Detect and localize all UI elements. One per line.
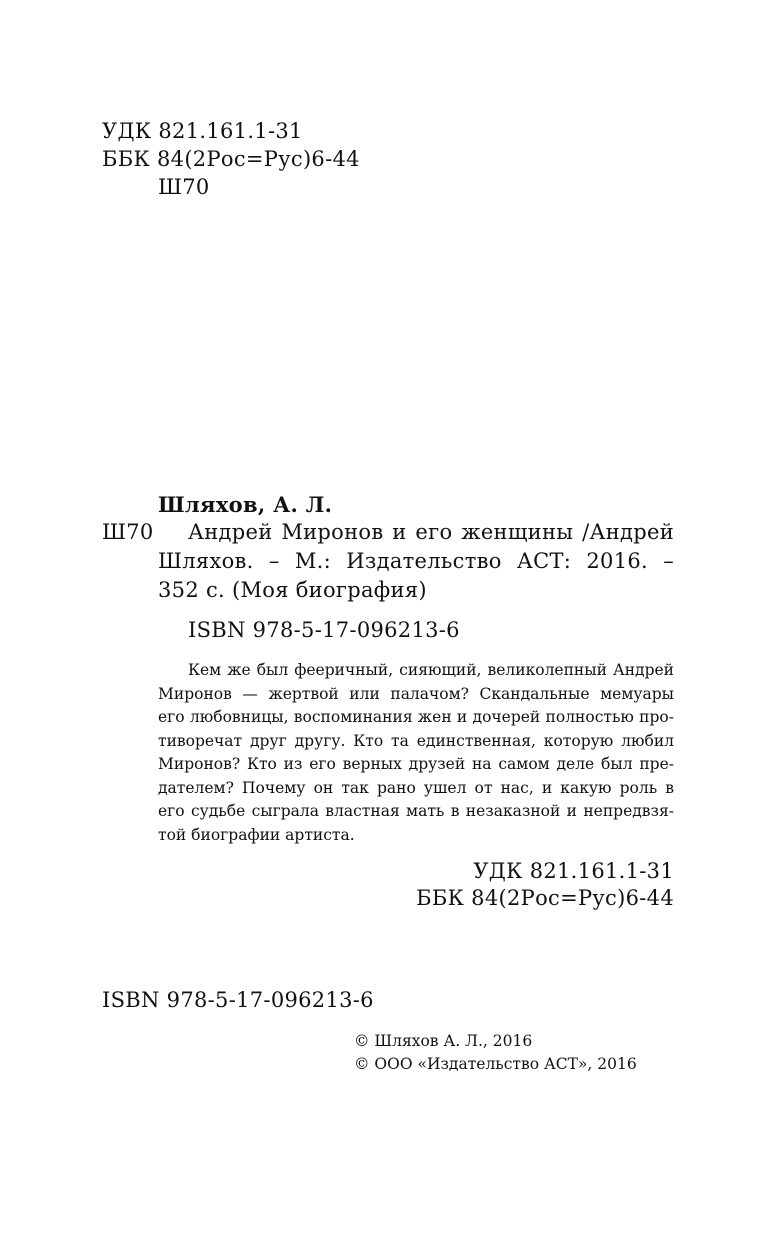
annotation-line: дателем? Почему он так рано ушел от нас, и какую роль в bbox=[158, 778, 674, 797]
annotation-line: Кем же был фееричный, сияющий, великолепный Андрей bbox=[188, 661, 674, 679]
bib-line: Шляхов. – М.: Издательство АСТ: 2016. – bbox=[158, 549, 674, 573]
bbk-code: ББК 84(2Рос=Рус)6-44 bbox=[102, 147, 360, 171]
copyright-author: © Шляхов А. Л., 2016 bbox=[354, 1032, 533, 1050]
author-mark-record: Ш70 bbox=[102, 520, 154, 544]
isbn: ISBN 978-5-17-096213-6 bbox=[102, 988, 374, 1012]
bib-line: Андрей Миронов и его женщины /Андрей bbox=[188, 520, 674, 544]
bbk-code-index: ББК 84(2Рос=Рус)6-44 bbox=[416, 886, 674, 910]
annotation bbox=[158, 659, 674, 847]
isbn-record: ISBN 978-5-17-096213-6 bbox=[188, 618, 460, 642]
annotation-line: Миронов — жертвой или палачом? Скандальные мемуары bbox=[158, 684, 674, 703]
annotation-line: его судьбе сыграла властная мать в незаказной и непредвзя- bbox=[158, 802, 674, 820]
copyright-publisher: © ООО «Издательство АСТ», 2016 bbox=[354, 1055, 637, 1073]
annotation-line: той биографии артиста. bbox=[158, 825, 355, 844]
annotation-line: тиворечат друг другу. Кто та единственная, которую любил bbox=[158, 731, 674, 750]
annotation-line: его любовницы, воспоминания жен и дочерей полностью про- bbox=[158, 708, 674, 726]
author-heading: Шляхов, А. Л. bbox=[158, 492, 333, 517]
annotation-line: Миронов? Кто из его верных друзей на самом деле был пре- bbox=[158, 755, 674, 773]
udk-code-index: УДК 821.161.1-31 bbox=[473, 859, 674, 883]
author-mark: Ш70 bbox=[158, 175, 210, 199]
bib-line: 352 с. (Моя биография) bbox=[158, 578, 427, 602]
bibliographic-description bbox=[158, 518, 674, 605]
udk-code: УДК 821.161.1-31 bbox=[102, 119, 303, 143]
